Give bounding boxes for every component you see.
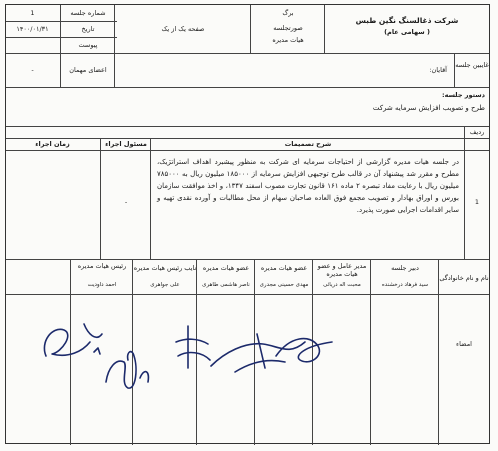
row-number: 1 [474,198,480,206]
name-row-label: نام و نام خانوادگی [439,274,489,282]
member-name: مهدی حسینی مجدری [259,282,309,288]
page-info: صفحه یک از یک [161,25,205,33]
member-role: مدیر عامل و عضو هیات مدیره [317,262,367,278]
date-value: ۱۴۰۰/۰۱/۳۱ [16,25,49,33]
guests-label: اعضای مهمان [69,66,107,74]
member-role: نایب رئیس هیات مدیره [133,264,197,272]
member-role: عضو هیات مدیره [202,264,250,272]
responsible-value: - [124,198,128,206]
member-name: سید فرهاد درخشنده [381,282,429,288]
meeting-number-label: شماره جلسه [70,9,106,17]
absent-label: غایبین جلسه [455,61,489,69]
meeting-number-value: 1 [30,9,35,17]
attachment-label: پیوست [78,41,98,49]
member-name: احمد داودیت [87,282,117,288]
signature-ceo [270,326,340,376]
col-responsible-header: مسئول اجراء [105,140,147,148]
company-name: شرکت ذغالسنگ نگین طبس [355,16,459,25]
sign-row-label: امضاء [456,340,472,348]
col-deadline-header: زمان اجراء [35,140,70,148]
date-label: تاریخ [81,25,95,33]
member-role: دبیر جلسه [391,264,419,272]
member-name: ناصر هاشمی طاهری [202,282,250,288]
guests-value: - [31,66,34,74]
member-name: محبت اله دریائی [323,282,361,288]
form-label-2: صورتجلسه [273,24,303,32]
member-role: عضو هیات مدیره [260,264,308,272]
absent-title: آقایان: [429,66,447,74]
col-decisions-header: شرح تصمیمات [284,140,332,148]
signature-vice-chairman [98,338,158,398]
company-type: ( سهامی عام) [384,28,430,36]
decision-text: در جلسه هیات مدیره گزارشی از احتیاجات سرمایه ای شرکت به منظور پیشبرد اهداف استراتژیک، مطرح و مقرر شد پیشنهاد آن در قالب طرح توجیهی افزایش سرمایه از ۱۸۵۰۰۰ میلیون ریال به ۷۸۵۰۰۰ میلیون ریال با رعایت مفاد تبصره ۲ ماده ۱۶۱ قانون تجارت مصوب اسفند ۱۳۴۷، و اخذ موافقت سازمان بورس و اوراق بهادار و تصویب مجمع فوق العاده صاحبان سهام از محل مطالبات و آورده نقدی تهیه و سایر اقدامات اجرایی صورت پذیرد. [157,158,460,214]
agenda-label: دستور جلسه: [442,91,485,99]
col-row-header: ردیف [469,128,485,136]
member-role: رئیس هیات مدیره [77,262,127,270]
member-name: علی جواهری [150,282,180,288]
agenda-text: طرح و تصویب افزایش سرمایه شرکت [372,104,485,112]
header-divider [6,53,489,54]
form-label-3: هیات مدیره [272,36,304,44]
form-label-1: برگ [282,9,294,17]
